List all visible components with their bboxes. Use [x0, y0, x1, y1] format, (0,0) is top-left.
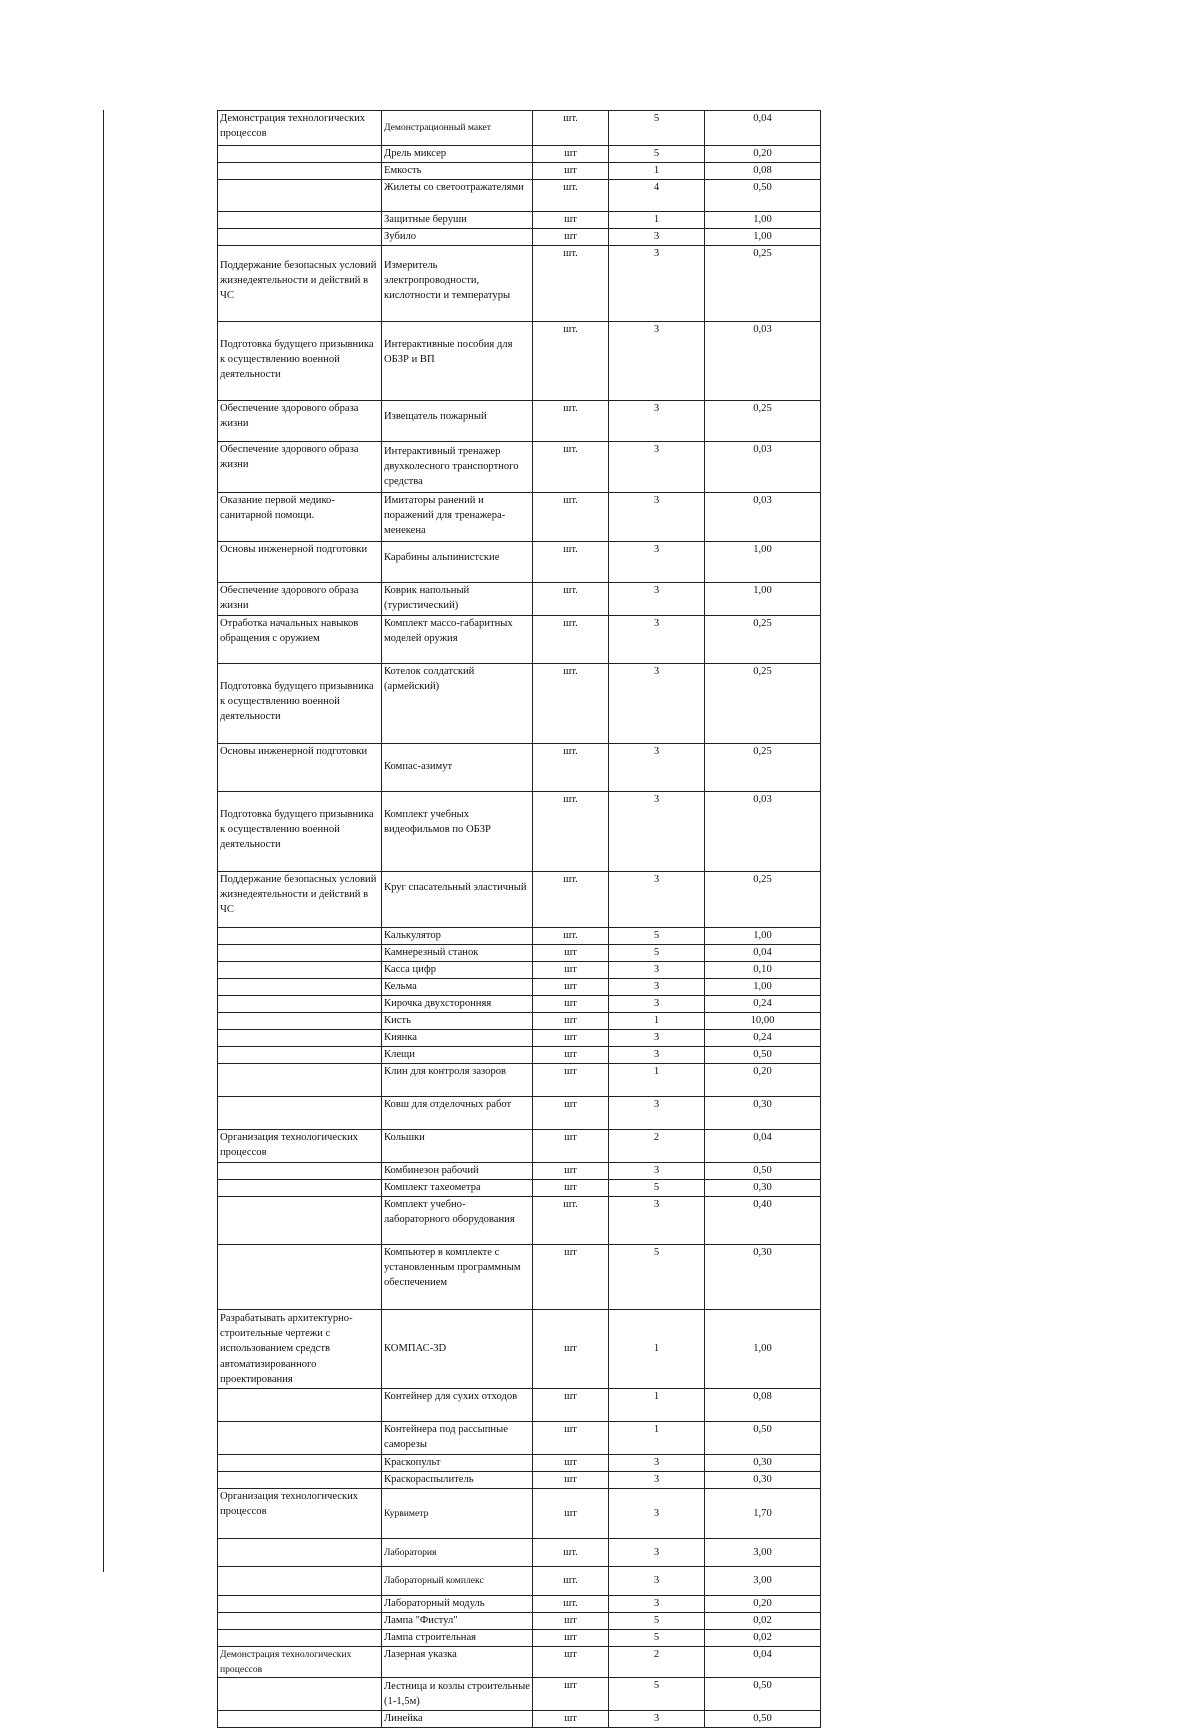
unit-cell: шт. — [533, 792, 609, 872]
table-row — [218, 1047, 821, 1064]
quantity-cell: 1 — [609, 1310, 705, 1389]
coefficient-cell: 0,04 — [705, 1130, 821, 1163]
activity-cell: Поддержание безопасных условий жизнедеятельности и действий в ЧС — [218, 246, 382, 322]
activity-cell — [218, 1163, 382, 1180]
activity-cell: Организация технологических процессов — [218, 1489, 382, 1539]
unit-cell: шт — [533, 229, 609, 246]
item-name-cell: Кельма — [382, 979, 533, 996]
activity-cell: Обеспечение здорового образа жизни — [218, 442, 382, 493]
coefficient-cell: 0,50 — [705, 1422, 821, 1455]
quantity-cell: 3 — [609, 1539, 705, 1567]
quantity-cell: 3 — [609, 1472, 705, 1489]
activity-cell — [218, 1245, 382, 1310]
quantity-cell: 5 — [609, 111, 705, 146]
quantity-cell: 3 — [609, 792, 705, 872]
table-row — [218, 744, 821, 792]
coefficient-cell: 0,30 — [705, 1097, 821, 1130]
table-row — [218, 212, 821, 229]
activity-cell — [218, 146, 382, 163]
table-row — [218, 1711, 821, 1728]
quantity-cell: 3 — [609, 583, 705, 616]
activity-cell — [218, 1064, 382, 1097]
item-name-cell: Контейнер для сухих отходов — [382, 1389, 533, 1422]
item-name-cell: Лазерная указка — [382, 1647, 533, 1678]
unit-cell: шт — [533, 163, 609, 180]
quantity-cell: 1 — [609, 163, 705, 180]
item-name-cell: Кирочка двухсторонняя — [382, 996, 533, 1013]
unit-cell: шт — [533, 1389, 609, 1422]
item-name-cell: Лестница и козлы строительные (1-1,5м) — [382, 1678, 533, 1711]
item-name-cell: Контейнера под рассыпные саморезы — [382, 1422, 533, 1455]
table-row — [218, 1030, 821, 1047]
item-name-cell: Компас-азимут — [382, 744, 533, 792]
unit-cell: шт — [533, 1647, 609, 1678]
item-name-cell: Клещи — [382, 1047, 533, 1064]
coefficient-cell: 0,25 — [705, 872, 821, 928]
item-name-cell: Кольшки — [382, 1130, 533, 1163]
table-row — [218, 928, 821, 945]
item-name-cell: Карабины альпинистские — [382, 542, 533, 583]
coefficient-cell: 0,25 — [705, 664, 821, 744]
quantity-cell: 5 — [609, 945, 705, 962]
activity-cell — [218, 1678, 382, 1711]
unit-cell: шт. — [533, 111, 609, 146]
unit-cell: шт. — [533, 616, 609, 664]
table-row — [218, 442, 821, 493]
table-row — [218, 1180, 821, 1197]
unit-cell: шт — [533, 1163, 609, 1180]
quantity-cell: 5 — [609, 1613, 705, 1630]
unit-cell: шт — [533, 1678, 609, 1711]
unit-cell: шт — [533, 1613, 609, 1630]
table-row — [218, 493, 821, 542]
item-name-cell: Котелок солдатский (армейский) — [382, 664, 533, 744]
activity-cell — [218, 1197, 382, 1245]
quantity-cell: 3 — [609, 872, 705, 928]
quantity-cell: 3 — [609, 1489, 705, 1539]
table-row — [218, 111, 821, 146]
table-row — [218, 945, 821, 962]
activity-cell — [218, 1422, 382, 1455]
item-name-cell: Комплект тахеометра — [382, 1180, 533, 1197]
quantity-cell: 3 — [609, 1097, 705, 1130]
unit-cell: шт. — [533, 664, 609, 744]
unit-cell: шт — [533, 1097, 609, 1130]
quantity-cell: 1 — [609, 1013, 705, 1030]
activity-cell — [218, 1389, 382, 1422]
coefficient-cell: 0,40 — [705, 1197, 821, 1245]
activity-cell: Разрабатывать архитектурно-строительные чертежи с использованием средств автоматизированного проектирования — [218, 1310, 382, 1389]
item-name-cell: Линейка — [382, 1711, 533, 1728]
unit-cell: шт. — [533, 442, 609, 493]
coefficient-cell: 1,00 — [705, 979, 821, 996]
table-row — [218, 146, 821, 163]
coefficient-cell: 0,25 — [705, 401, 821, 442]
coefficient-cell: 0,25 — [705, 616, 821, 664]
quantity-cell: 5 — [609, 1180, 705, 1197]
activity-cell — [218, 962, 382, 979]
activity-cell — [218, 1030, 382, 1047]
table-row — [218, 1197, 821, 1245]
item-name-cell: Комбинезон рабочий — [382, 1163, 533, 1180]
activity-cell: Основы инженерной подготовки — [218, 744, 382, 792]
coefficient-cell: 1,00 — [705, 542, 821, 583]
unit-cell: шт — [533, 1422, 609, 1455]
item-name-cell: Лампа строительная — [382, 1630, 533, 1647]
coefficient-cell: 0,08 — [705, 163, 821, 180]
activity-cell — [218, 928, 382, 945]
coefficient-cell: 3,00 — [705, 1567, 821, 1596]
table-row — [218, 1647, 821, 1678]
item-name-cell: Емкость — [382, 163, 533, 180]
item-name-cell: Коврик напольный (туристический) — [382, 583, 533, 616]
unit-cell: шт — [533, 212, 609, 229]
activity-cell: Поддержание безопасных условий жизнедеятельности и действий в ЧС — [218, 872, 382, 928]
coefficient-cell: 0,50 — [705, 1047, 821, 1064]
table-row — [218, 979, 821, 996]
equipment-table — [217, 110, 821, 1728]
coefficient-cell: 0,03 — [705, 322, 821, 401]
table-row — [218, 1489, 821, 1539]
item-name-cell: Комплект учебно-лабораторного оборудования — [382, 1197, 533, 1245]
quantity-cell: 5 — [609, 1678, 705, 1711]
quantity-cell: 3 — [609, 664, 705, 744]
activity-cell: Отработка начальных навыков обращения с оружием — [218, 616, 382, 664]
coefficient-cell: 0,02 — [705, 1613, 821, 1630]
quantity-cell: 3 — [609, 493, 705, 542]
table-row — [218, 872, 821, 928]
item-name-cell: Ковш для отделочных работ — [382, 1097, 533, 1130]
quantity-cell: 3 — [609, 542, 705, 583]
activity-cell — [218, 1539, 382, 1567]
table-row — [218, 1630, 821, 1647]
unit-cell: шт — [533, 146, 609, 163]
quantity-cell: 4 — [609, 180, 705, 212]
unit-cell: шт. — [533, 493, 609, 542]
activity-cell — [218, 1047, 382, 1064]
activity-cell — [218, 1472, 382, 1489]
unit-cell: шт — [533, 1030, 609, 1047]
activity-cell: Организация технологических процессов — [218, 1130, 382, 1163]
item-name-cell: Защитные беруши — [382, 212, 533, 229]
quantity-cell: 3 — [609, 962, 705, 979]
coefficient-cell: 0,10 — [705, 962, 821, 979]
unit-cell: шт — [533, 945, 609, 962]
table-row — [218, 1245, 821, 1310]
item-name-cell: Лаборатория — [382, 1539, 533, 1567]
activity-cell — [218, 945, 382, 962]
coefficient-cell: 1,00 — [705, 583, 821, 616]
table-row — [218, 1013, 821, 1030]
table-row — [218, 616, 821, 664]
item-name-cell: КОМПАС-3D — [382, 1310, 533, 1389]
coefficient-cell: 0,20 — [705, 1064, 821, 1097]
coefficient-cell: 0,30 — [705, 1455, 821, 1472]
table-row — [218, 1472, 821, 1489]
table-row — [218, 1678, 821, 1711]
unit-cell: шт — [533, 1630, 609, 1647]
coefficient-cell: 0,50 — [705, 1678, 821, 1711]
quantity-cell: 3 — [609, 442, 705, 493]
activity-cell — [218, 1567, 382, 1596]
coefficient-cell: 0,25 — [705, 744, 821, 792]
unit-cell: шт. — [533, 542, 609, 583]
equipment-table-body — [218, 111, 821, 1728]
table-row — [218, 1539, 821, 1567]
coefficient-cell: 0,24 — [705, 1030, 821, 1047]
coefficient-cell: 0,30 — [705, 1472, 821, 1489]
table-row — [218, 1130, 821, 1163]
unit-cell: шт — [533, 1130, 609, 1163]
activity-cell: Оказание первой медико-санитарной помощи. — [218, 493, 382, 542]
left-margin-rule — [103, 110, 104, 1572]
quantity-cell: 3 — [609, 1030, 705, 1047]
coefficient-cell: 0,04 — [705, 1647, 821, 1678]
item-name-cell: Интерактивные пособия для ОБЗР и ВП — [382, 322, 533, 401]
table-row — [218, 1064, 821, 1097]
quantity-cell: 3 — [609, 1567, 705, 1596]
table-row — [218, 229, 821, 246]
item-name-cell: Измеритель электропроводности, кислотности и температуры — [382, 246, 533, 322]
activity-cell: Подготовка будущего призывника к осуществлению военной деятельности — [218, 664, 382, 744]
coefficient-cell: 0,08 — [705, 1389, 821, 1422]
coefficient-cell: 0,30 — [705, 1180, 821, 1197]
coefficient-cell: 0,04 — [705, 945, 821, 962]
item-name-cell: Касса цифр — [382, 962, 533, 979]
coefficient-cell: 0,02 — [705, 1630, 821, 1647]
item-name-cell: Зубило — [382, 229, 533, 246]
item-name-cell: Камнерезный станок — [382, 945, 533, 962]
item-name-cell: Киянка — [382, 1030, 533, 1047]
quantity-cell: 2 — [609, 1647, 705, 1678]
quantity-cell: 5 — [609, 928, 705, 945]
coefficient-cell: 0,50 — [705, 1163, 821, 1180]
activity-cell — [218, 1711, 382, 1728]
quantity-cell: 1 — [609, 212, 705, 229]
quantity-cell: 5 — [609, 1630, 705, 1647]
table-row — [218, 1422, 821, 1455]
item-name-cell: Комплект массо-габаритных моделей оружия — [382, 616, 533, 664]
item-name-cell: Лампа "Фистул" — [382, 1613, 533, 1630]
table-row — [218, 401, 821, 442]
quantity-cell: 3 — [609, 322, 705, 401]
unit-cell: шт — [533, 962, 609, 979]
unit-cell: шт — [533, 1489, 609, 1539]
activity-cell — [218, 1455, 382, 1472]
quantity-cell: 1 — [609, 1389, 705, 1422]
quantity-cell: 1 — [609, 1064, 705, 1097]
activity-cell — [218, 229, 382, 246]
quantity-cell: 3 — [609, 744, 705, 792]
table-row — [218, 1596, 821, 1613]
item-name-cell: Круг спасательный эластичный — [382, 872, 533, 928]
unit-cell: шт. — [533, 1197, 609, 1245]
unit-cell: шт. — [533, 1596, 609, 1613]
unit-cell: шт — [533, 1455, 609, 1472]
activity-cell: Основы инженерной подготовки — [218, 542, 382, 583]
coefficient-cell: 10,00 — [705, 1013, 821, 1030]
coefficient-cell: 1,00 — [705, 229, 821, 246]
table-row — [218, 1163, 821, 1180]
quantity-cell: 1 — [609, 1422, 705, 1455]
table-row — [218, 1455, 821, 1472]
item-name-cell: Демонстрационный макет — [382, 111, 533, 146]
activity-cell — [218, 1013, 382, 1030]
coefficient-cell: 0,03 — [705, 792, 821, 872]
item-name-cell: Клин для контроля зазоров — [382, 1064, 533, 1097]
activity-cell — [218, 180, 382, 212]
quantity-cell: 3 — [609, 1197, 705, 1245]
item-name-cell: Интерактивный тренажер двухколесного транспортного средства — [382, 442, 533, 493]
quantity-cell: 3 — [609, 979, 705, 996]
coefficient-cell: 1,00 — [705, 212, 821, 229]
quantity-cell: 3 — [609, 996, 705, 1013]
coefficient-cell: 1,70 — [705, 1489, 821, 1539]
quantity-cell: 3 — [609, 1163, 705, 1180]
unit-cell: шт. — [533, 180, 609, 212]
unit-cell: шт — [533, 1064, 609, 1097]
unit-cell: шт. — [533, 1539, 609, 1567]
activity-cell: Демонстрация технологических процессов — [218, 111, 382, 146]
table-row — [218, 1613, 821, 1630]
table-row — [218, 180, 821, 212]
activity-cell — [218, 1596, 382, 1613]
quantity-cell: 5 — [609, 1245, 705, 1310]
table-row — [218, 542, 821, 583]
coefficient-cell: 0,20 — [705, 1596, 821, 1613]
table-row — [218, 322, 821, 401]
unit-cell: шт — [533, 1047, 609, 1064]
coefficient-cell: 1,00 — [705, 928, 821, 945]
unit-cell: шт. — [533, 744, 609, 792]
unit-cell: шт — [533, 1472, 609, 1489]
quantity-cell: 5 — [609, 146, 705, 163]
table-row — [218, 962, 821, 979]
item-name-cell: Краскопульт — [382, 1455, 533, 1472]
activity-cell — [218, 979, 382, 996]
item-name-cell: Курвиметр — [382, 1489, 533, 1539]
unit-cell: шт — [533, 1310, 609, 1389]
activity-cell: Обеспечение здорового образа жизни — [218, 401, 382, 442]
quantity-cell: 3 — [609, 1455, 705, 1472]
quantity-cell: 3 — [609, 246, 705, 322]
table-row — [218, 1310, 821, 1389]
coefficient-cell: 3,00 — [705, 1539, 821, 1567]
unit-cell: шт — [533, 1711, 609, 1728]
item-name-cell: Краскораспылитель — [382, 1472, 533, 1489]
activity-cell: Подготовка будущего призывника к осуществлению военной деятельности — [218, 792, 382, 872]
activity-cell — [218, 1180, 382, 1197]
activity-cell: Демонстрация технологических процессов — [218, 1647, 382, 1678]
quantity-cell: 3 — [609, 401, 705, 442]
coefficient-cell: 0,30 — [705, 1245, 821, 1310]
item-name-cell: Лабораторный комплекс — [382, 1567, 533, 1596]
coefficient-cell: 0,03 — [705, 442, 821, 493]
coefficient-cell: 0,24 — [705, 996, 821, 1013]
unit-cell: шт — [533, 1245, 609, 1310]
activity-cell — [218, 1097, 382, 1130]
item-name-cell: Имитаторы ранений и поражений для тренажера-менекена — [382, 493, 533, 542]
table-row — [218, 1567, 821, 1596]
coefficient-cell: 0,25 — [705, 246, 821, 322]
quantity-cell: 3 — [609, 229, 705, 246]
coefficient-cell: 0,50 — [705, 180, 821, 212]
activity-cell — [218, 212, 382, 229]
activity-cell — [218, 1613, 382, 1630]
item-name-cell: Комплект учебных видеофильмов по ОБЗР — [382, 792, 533, 872]
unit-cell: шт — [533, 996, 609, 1013]
item-name-cell: Извещатель пожарный — [382, 401, 533, 442]
quantity-cell: 3 — [609, 1047, 705, 1064]
unit-cell: шт. — [533, 583, 609, 616]
item-name-cell: Жилеты со светоотражателями — [382, 180, 533, 212]
coefficient-cell: 0,04 — [705, 111, 821, 146]
item-name-cell: Калькулятор — [382, 928, 533, 945]
unit-cell: шт. — [533, 401, 609, 442]
quantity-cell: 3 — [609, 1711, 705, 1728]
item-name-cell: Кисть — [382, 1013, 533, 1030]
unit-cell: шт. — [533, 1567, 609, 1596]
coefficient-cell: 0,20 — [705, 146, 821, 163]
table-row — [218, 996, 821, 1013]
activity-cell — [218, 996, 382, 1013]
table-row — [218, 792, 821, 872]
table-row — [218, 583, 821, 616]
unit-cell: шт — [533, 1180, 609, 1197]
activity-cell: Обеспечение здорового образа жизни — [218, 583, 382, 616]
table-row — [218, 1097, 821, 1130]
unit-cell: шт — [533, 1013, 609, 1030]
item-name-cell: Дрель миксер — [382, 146, 533, 163]
activity-cell — [218, 163, 382, 180]
activity-cell: Подготовка будущего призывника к осуществлению военной деятельности — [218, 322, 382, 401]
item-name-cell: Лабораторный модуль — [382, 1596, 533, 1613]
activity-cell — [218, 1630, 382, 1647]
item-name-cell: Компьютер в комплекте с установленным программным обеспечением — [382, 1245, 533, 1310]
unit-cell: шт. — [533, 872, 609, 928]
unit-cell: шт — [533, 979, 609, 996]
coefficient-cell: 1,00 — [705, 1310, 821, 1389]
unit-cell: шт. — [533, 928, 609, 945]
coefficient-cell: 0,03 — [705, 493, 821, 542]
table-row — [218, 246, 821, 322]
table-row — [218, 163, 821, 180]
quantity-cell: 2 — [609, 1130, 705, 1163]
unit-cell: шт. — [533, 322, 609, 401]
table-row — [218, 1389, 821, 1422]
coefficient-cell: 0,50 — [705, 1711, 821, 1728]
quantity-cell: 3 — [609, 1596, 705, 1613]
table-row — [218, 664, 821, 744]
unit-cell: шт. — [533, 246, 609, 322]
quantity-cell: 3 — [609, 616, 705, 664]
